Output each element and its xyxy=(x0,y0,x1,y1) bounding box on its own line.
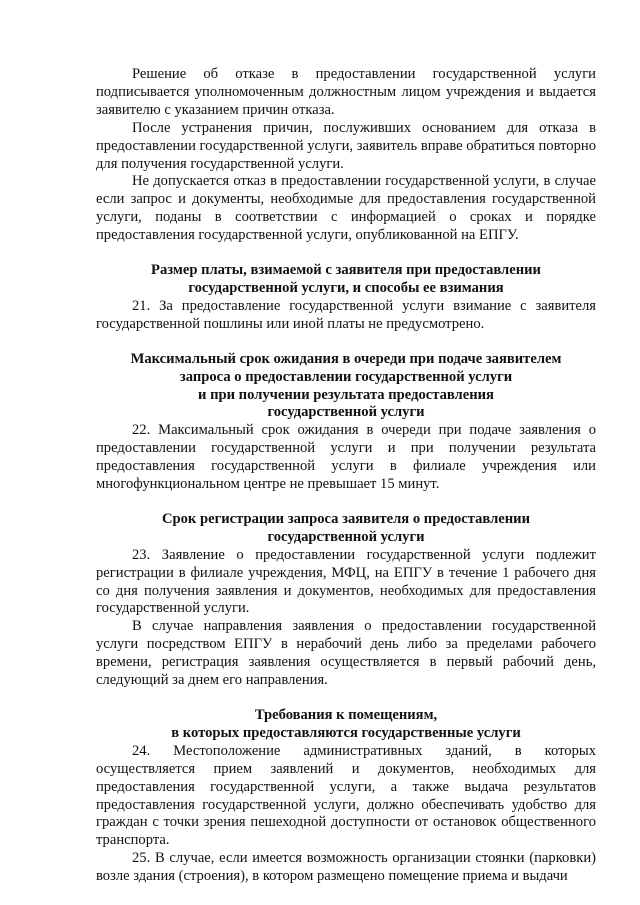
section-heading-line: и при получении результата предоставления xyxy=(198,386,494,403)
paragraph: 25. В случае, если имеется возможность организации стоянки (парковки) возле здания (строения), в котором размещено помещение приема и выдачи xyxy=(96,850,596,885)
paragraph: 24. Местоположение административных зданий, в которых осуществляется прием заявлений и документов, необходимых для предоставления государственной услуги, а также выдача результатов предоставления государственной услуги, должно обеспечивать удобство для граждан с точки зрения пешеходной доступности от остановок общественного транспорта. xyxy=(96,742,596,849)
section-heading xyxy=(96,351,596,423)
paragraph: Не допускается отказ в предоставлении государственной услуги, в случае если запрос и документы, необходимые для предоставления государственной услуги, поданы в соответствии с информацией о сроках и порядке предоставления государственной услуги, опубликованной на ЕПГУ. xyxy=(96,173,596,244)
section-heading xyxy=(96,262,596,298)
section-heading-line: Требования к помещениям, xyxy=(254,707,438,723)
section-gap xyxy=(96,690,596,707)
paragraph: 21. За предоставление государственной услуги взимание с заявителя государственной пошлины или иной платы не предусмотрено. xyxy=(96,297,596,332)
paragraph: Решение об отказе в предоставлении государственной услуги подписывается уполномоченным должностным лицом учреждения и выдается заявителю с указанием причин отказа. xyxy=(96,66,596,118)
paragraph: В случае направления заявления о предоставлении государственной услуги посредством ЕПГУ в нерабочий день либо за пределами рабочего времени, регистрация заявления осуществляется в первый рабочий день, следующий за днем его направления. xyxy=(96,618,596,689)
section-heading-line: Максимальный срок ожидания в очереди при подаче заявителем xyxy=(130,350,562,367)
section-gap xyxy=(96,245,596,262)
section-heading-line: запроса о предоставлении государственной услуги xyxy=(179,368,513,385)
section-heading-line: государственной услуги xyxy=(267,404,425,421)
section-heading-line: государственной услуги, и способы ее взимания xyxy=(188,279,504,296)
section-heading xyxy=(96,511,596,547)
section-heading-line: в которых предоставляются государственные услуги xyxy=(171,724,521,741)
section-heading xyxy=(96,707,596,743)
paragraph: 22. Максимальный срок ожидания в очереди при подаче заявления о предоставлении государственной услуги и при получении результата предоставления государственной услуги в филиале учреждения или многофункциональном центре не превышает 15 минут. xyxy=(96,422,596,493)
section-heading-line: Размер платы, взимаемой с заявителя при предоставлении xyxy=(151,262,541,279)
section-gap xyxy=(96,334,596,351)
section-gap xyxy=(96,494,596,511)
paragraph: После устранения причин, послуживших основанием для отказа в предоставлении государственной услуги, заявитель вправе обратиться повторно для получения государственной услуги. xyxy=(96,119,596,172)
paragraph: 23. Заявление о предоставлении государственной услуги подлежит регистрации в филиале учреждения, МФЦ, на ЕПГУ в течение 1 рабочего дня со дня получения заявления и документов, необходимых для предоставления государственной услуги. xyxy=(96,546,596,617)
section-heading-line: Срок регистрации запроса заявителя о предоставлении xyxy=(161,510,530,527)
section-heading-line: государственной услуги xyxy=(267,528,425,545)
